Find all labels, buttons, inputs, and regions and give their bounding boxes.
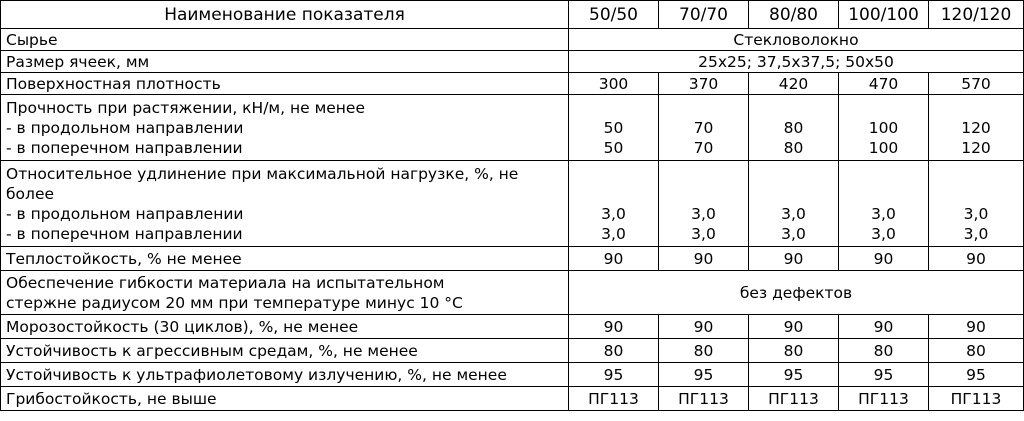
row-value: ПГ113 — [659, 387, 749, 411]
table-row — [1, 161, 1024, 247]
row-label: Поверхностная плотность — [1, 73, 569, 95]
row-value: 90 — [749, 315, 839, 339]
row-label: Морозостойкость (30 циклов), %, не менее — [1, 315, 569, 339]
row-value: 90 — [659, 315, 749, 339]
row-value: 50 50 — [569, 95, 659, 161]
row-label-main: стержне радиусом 20 мм при температуре минус 10 °С — [6, 293, 463, 312]
row-value: 80 — [839, 339, 929, 363]
row-value: 95 — [749, 363, 839, 387]
row-value: 80 80 — [749, 95, 839, 161]
row-label: Теплостойкость, % не менее — [1, 247, 569, 271]
row-value: Стекловолокно — [569, 29, 1024, 51]
row-value: 90 — [929, 247, 1024, 271]
row-value: 370 — [659, 73, 749, 95]
row-value: 3,0 3,0 — [749, 161, 839, 247]
row-value: 570 — [929, 73, 1024, 95]
row-label: Размер ячеек, мм — [1, 51, 569, 73]
row-value: 90 — [749, 247, 839, 271]
row-value: 90 — [929, 315, 1024, 339]
table-row — [1, 247, 1024, 271]
row-value: 90 — [839, 247, 929, 271]
row-value: ПГ113 — [929, 387, 1024, 411]
row-value: 300 — [569, 73, 659, 95]
row-value: 80 — [659, 339, 749, 363]
row-label-sub: - в продольном направлении — [6, 204, 244, 223]
row-value: 80 — [929, 339, 1024, 363]
row-value: 90 — [839, 315, 929, 339]
row-value: 100 100 — [839, 95, 929, 161]
header-grade: 70/70 — [659, 1, 749, 29]
row-label-main: Прочность при растяжении, кН/м, не менее — [6, 98, 366, 117]
row-label: Устойчивость к агрессивным средам, %, не менее — [1, 339, 569, 363]
row-value: 95 — [839, 363, 929, 387]
row-label-sub: - в продольном направлении — [6, 118, 244, 137]
header-grade: 80/80 — [749, 1, 839, 29]
row-value: 25x25; 37,5x37,5; 50x50 — [569, 51, 1024, 73]
row-value: 3,0 3,0 — [659, 161, 749, 247]
row-value: 420 — [749, 73, 839, 95]
row-value: ПГ113 — [749, 387, 839, 411]
row-label-main: Обеспечение гибкости материала на испытательном — [6, 273, 445, 292]
row-label: Грибостойкость, не выше — [1, 387, 569, 411]
row-label — [1, 95, 569, 161]
row-label-sub: - в поперечном направлении — [6, 138, 243, 157]
row-value: 120 120 — [929, 95, 1024, 161]
row-value: 95 — [659, 363, 749, 387]
row-value: 70 70 — [659, 95, 749, 161]
row-label-main: Относительное удлинение при максимальной нагрузке, %, не — [6, 164, 519, 183]
row-label-sub: - в поперечном направлении — [6, 224, 243, 243]
row-value: 90 — [659, 247, 749, 271]
row-label — [1, 271, 569, 315]
table-row — [1, 73, 1024, 95]
row-value: ПГ113 — [569, 387, 659, 411]
row-label-main: более — [6, 184, 55, 203]
row-value: 470 — [839, 73, 929, 95]
row-value: 3,0 3,0 — [569, 161, 659, 247]
row-value: 3,0 3,0 — [929, 161, 1024, 247]
table-row — [1, 51, 1024, 73]
row-value: 95 — [569, 363, 659, 387]
table-row — [1, 271, 1024, 315]
table-row — [1, 363, 1024, 387]
table-row — [1, 29, 1024, 51]
header-row — [1, 1, 1024, 29]
row-value: 95 — [929, 363, 1024, 387]
row-value: 80 — [569, 339, 659, 363]
header-indicator: Наименование показателя — [1, 1, 569, 29]
row-label: Сырье — [1, 29, 569, 51]
header-grade: 120/120 — [929, 1, 1024, 29]
table-row — [1, 339, 1024, 363]
row-value: 80 — [749, 339, 839, 363]
row-value: 3,0 3,0 — [839, 161, 929, 247]
row-label — [1, 161, 569, 247]
table-row — [1, 95, 1024, 161]
table-row — [1, 315, 1024, 339]
row-label: Устойчивость к ультрафиолетовому излучению, %, не менее — [1, 363, 569, 387]
header-grade: 50/50 — [569, 1, 659, 29]
row-value: ПГ113 — [839, 387, 929, 411]
row-value: без дефектов — [569, 271, 1024, 315]
table-row — [1, 387, 1024, 411]
header-grade: 100/100 — [839, 1, 929, 29]
row-value: 90 — [569, 315, 659, 339]
row-value: 90 — [569, 247, 659, 271]
